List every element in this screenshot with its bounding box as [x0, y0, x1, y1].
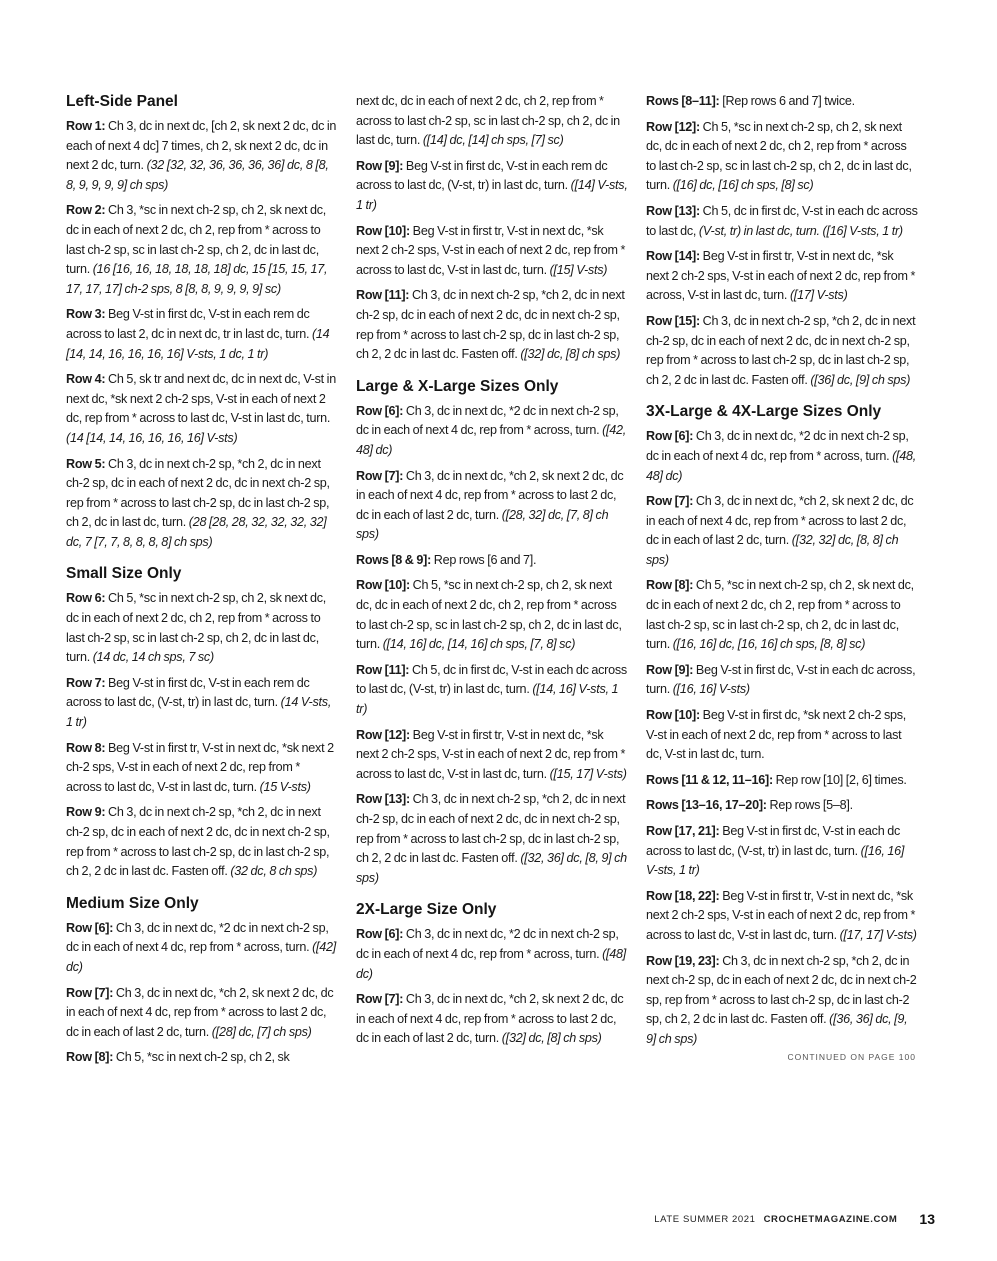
pattern-row: Row [15]: Ch 3, dc in next ch-2 sp, *ch 2, dc in next ch-2 sp, dc in each of next 2 dc, dc in next ch-2 sp, rep from * across to last ch-2 sp, dc in last ch-2 sp, ch 2, 2 dc in last dc. Fasten off. ([36] dc, [9] ch sps) [646, 313, 916, 387]
page-footer [654, 1211, 935, 1227]
pattern-row: Rows [11 & 12, 11–16]: Rep row [10] [2, 6] times. [646, 772, 907, 787]
pattern-row: Row 4: Ch 5, sk tr and next dc, dc in next dc, V-st in next dc, *sk next 2 ch-2 sps, V-st in each of next 2 dc, rep from * across to last dc, V-st in last dc, turn. (14 [14, 14, 16, 16, 16, 16] V-sts) [66, 372, 336, 445]
pattern-row: Row [13]: Ch 5, dc in first dc, V-st in each dc across to last dc, (V-st, tr) in last dc, turn. ([16] V-sts, 1 tr) [646, 203, 918, 238]
pattern-row: Row [9]: Beg V-st in first dc, V-st in each dc across, turn. ([16, 16] V-sts) [646, 662, 916, 697]
pattern-row: Row [13]: Ch 3, dc in next ch-2 sp, *ch 2, dc in next ch-2 sp, dc in each of next 2 dc, dc in next ch-2 sp, rep from * across to last ch-2 sp, dc in last ch-2 sp, ch 2, 2 dc in last dc. Fasten off. ([32, 36] dc, [8, 9] ch sps) [356, 792, 627, 885]
pattern-row: Row [6]: Ch 3, dc in next dc, *2 dc in next ch-2 sp, dc in each of next 4 dc, rep from * across, turn. ([42] dc) [66, 920, 337, 974]
pattern-row: Row [6]: Ch 3, dc in next dc, *2 dc in next ch-2 sp, dc in each of next 4 dc, rep from * across, turn. ([42, 48] dc) [356, 403, 627, 457]
pattern-row: Row [6]: Ch 3, dc in next dc, *2 dc in next ch-2 sp, dc in each of next 4 dc, rep from * across, turn. ([48] dc) [356, 927, 627, 981]
section-heading-medium-size: Medium Size Only [66, 894, 199, 912]
pattern-row: Rows [8 & 9]: Rep rows [6 and 7]. [356, 552, 537, 567]
pattern-row: Row [11]: Ch 5, dc in first dc, V-st in each dc across to last dc, (V-st, tr) in last dc, turn. ([14, 16] V-sts, 1 tr) [356, 662, 627, 717]
pattern-row: Row 5: Ch 3, dc in next ch-2 sp, *ch 2, dc in next ch-2 sp, dc in each of next 2 dc, dc in next ch-2 sp, rep from * across to last ch-2 sp, dc in last ch-2 sp, ch 2, dc in last dc, turn. (28 [28, 28, 32, 32, 32, 32] dc, 7 [7, 7, 8, 8, 8, 8] ch sps) [66, 456, 330, 549]
column-2 [356, 92, 628, 1055]
continued-note: CONTINUED ON PAGE 100 [787, 1051, 916, 1062]
pattern-row: Row [8]: Ch 5, *sc in next ch-2 sp, ch 2, sk next dc, dc in each of next 2 dc, ch 2, rep from * across to last ch-2 sp, sc in last ch-2 sp, ch 2, dc in last dc, turn. ([16, 16] dc, [16, 16] ch sps, [8, 8] sc) [646, 578, 914, 652]
pattern-row: Row [18, 22]: Beg V-st in first tr, V-st in next dc, *sk next 2 ch-2 sps, V-st in each of next 2 dc, rep from * across to last dc, V-st in last dc, turn. ([17, 17] V-sts) [646, 888, 917, 942]
section-heading-2xlarge: 2X-Large Size Only [356, 901, 497, 919]
pattern-row: Row [7]: Ch 3, dc in next dc, *ch 2, sk next 2 dc, dc in each of next 4 dc, rep from * across to last 2 dc, dc in each of last 2 dc, turn. ([28] dc, [7] ch sps) [66, 985, 334, 1039]
pattern-row: Row [6]: Ch 3, dc in next dc, *2 dc in next ch-2 sp, dc in each of next 4 dc, rep from * across, turn. ([48, 48] dc) [646, 429, 917, 483]
pattern-row: Row 6: Ch 5, *sc in next ch-2 sp, ch 2, sk next dc, dc in each of next 2 dc, ch 2, rep from * across to last ch-2 sp, sc in last ch-2 sp, ch 2, dc in last dc, turn. (14 dc, 14 ch sps, 7 sc) [66, 591, 327, 665]
page-number: 13 [919, 1211, 935, 1227]
pattern-row: Row [14]: Beg V-st in first tr, V-st in next dc, *sk next 2 ch-2 sps, V-st in each of next 2 dc, rep from * across, V-st in last dc, turn. ([17] V-sts) [646, 249, 916, 303]
pattern-row: Row [7]: Ch 3, dc in next dc, *ch 2, sk next 2 dc, dc in each of next 4 dc, rep from * across to last 2 dc, dc in each of last 2 dc, turn. ([32] dc, [8] ch sps) [356, 992, 624, 1046]
pattern-row: Row [9]: Beg V-st in first dc, V-st in each rem dc across to last dc, (V-st, tr) in last dc, turn. ([14] V-sts, 1 tr) [356, 158, 628, 212]
pattern-row: Row [12]: Beg V-st in first tr, V-st in next dc, *sk next 2 ch-2 sps, V-st in each of next 2 dc, rep from * across to last dc, V-st in last dc, turn. ([15, 17] V-sts) [356, 727, 627, 781]
issue-label: LATE SUMMER 2021 [654, 1213, 756, 1225]
pattern-row: Row [8]: Ch 5, *sc in next ch-2 sp, ch 2, sk [66, 1050, 290, 1065]
section-heading-left-side-panel: Left-Side Panel [66, 93, 178, 110]
pattern-row: Row 2: Ch 3, *sc in next ch-2 sp, ch 2, sk next dc, dc in each of next 2 dc, ch 2, rep from * across to last ch-2 sp, sc in last ch-2 sp, ch 2, dc in last dc, turn. (16 [16, 16, 18, 18, 18, 18] dc, 15 [15, 15, 17, 17, 17, 17] ch-2 sps, 8 [8, 8, 9, 9, 9, 9] sc) [66, 203, 328, 296]
pattern-row: Row [10]: Ch 5, *sc in next ch-2 sp, ch 2, sk next dc, dc in each of next 2 dc, ch 2, rep from * across to last ch-2 sp, sc in last ch-2 sp, ch 2, dc in last dc, turn. ([14, 16] dc, [14, 16] ch sps, [7, 8] sc) [356, 578, 622, 652]
section-heading-small-size: Small Size Only [66, 565, 182, 583]
pattern-row: Row 7: Beg V-st in first dc, V-st in each rem dc across to last dc, (V-st, tr) in last dc, turn. (14 V-sts, 1 tr) [66, 675, 332, 730]
column-1 [66, 92, 338, 1074]
pattern-row: Row [7]: Ch 3, dc in next dc, *ch 2, sk next 2 dc, dc in each of next 4 dc, rep from * across to last 2 dc, dc in each of last 2 dc, turn. ([32, 32] dc, [8, 8] ch sps) [646, 494, 914, 567]
pattern-row: Row [19, 23]: Ch 3, dc in next ch-2 sp, *ch 2, dc in next ch-2 sp, dc in each of next 2 dc, dc in next ch-2 sp, rep from * across to last ch-2 sp, dc in last ch-2 sp, ch 2, 2 dc in last dc. Fasten off. ([36, 36] dc, [9, 9] ch sps) [646, 953, 917, 1046]
pattern-row: Row [12]: Ch 5, *sc in next ch-2 sp, ch 2, sk next dc, dc in each of next 2 dc, ch 2, rep from * across to last ch-2 sp, sc in last ch-2 sp, ch 2, dc in last dc, turn. ([16] dc, [16] ch sps, [8] sc) [646, 119, 912, 193]
pattern-row: Rows [8–11]: [Rep rows 6 and 7] twice. [646, 94, 855, 108]
pattern-row: Row [11]: Ch 3, dc in next ch-2 sp, *ch 2, dc in next ch-2 sp, dc in each of next 2 dc, dc in next ch-2 sp, rep from * across to last ch-2 sp, dc in last ch-2 sp, ch 2, 2 dc in last dc. Fasten off. ([32] dc, [8] ch sps) [356, 288, 625, 362]
section-heading-3xlarge-4xlarge: 3X-Large & 4X-Large Sizes Only [646, 403, 882, 421]
pattern-row: Row 8: Beg V-st in first tr, V-st in next dc, *sk next 2 ch-2 sps, V-st in each of next 2 dc, rep from * across to last dc, V-st in last dc, turn. (15 V-sts) [66, 740, 334, 794]
pattern-row: Rows [13–16, 17–20]: Rep rows [5–8]. [646, 798, 853, 813]
pattern-row-continued: next dc, dc in each of next 2 dc, ch 2, rep from * across to last ch-2 sp, sc in last ch-2 sp, ch 2, dc in last dc, turn. ([14] dc, [14] ch sps, [7] sc) [356, 94, 620, 148]
pattern-row: Row [7]: Ch 3, dc in next dc, *ch 2, sk next 2 dc, dc in each of next 4 dc, rep from * across to last 2 dc, dc in each of last 2 dc, turn. ([28, 32] dc, [7, 8] ch sps) [356, 468, 624, 542]
pattern-row: Row [10]: Beg V-st in first tr, V-st in next dc, *sk next 2 ch-2 sps, V-st in each of next 2 dc, rep from * across to last dc, V-st in last dc, turn. ([15] V-sts) [356, 223, 626, 277]
pattern-row: Row 1: Ch 3, dc in next dc, [ch 2, sk next 2 dc, dc in each of next 4 dc] 7 times, ch 2, sk next 2 dc, dc in next 2 dc, turn. (32 [32, 32, 36, 36, 36, 36] dc, 8 [8, 8, 9, 9, 9, 9] ch sps) [66, 119, 337, 192]
column-3 [646, 92, 918, 1062]
site-label: CROCHETMAGAZINE.COM [763, 1213, 898, 1225]
pattern-row: Row 9: Ch 3, dc in next ch-2 sp, *ch 2, dc in next ch-2 sp, dc in each of next 2 dc, dc in next ch-2 sp, rep from * across to last ch-2 sp, dc in last ch-2 sp, ch 2, 2 dc in last dc. Fasten off. (32 dc, 8 ch sps) [66, 805, 330, 879]
section-heading-large-xlarge: Large & X-Large Sizes Only [356, 377, 559, 395]
pattern-row: Row 3: Beg V-st in first dc, V-st in each rem dc across to last 2, dc in next dc, tr in last dc, turn. (14 [14, 14, 16, 16, 16, 16] V-sts, 1 dc, 1 tr) [66, 307, 330, 361]
pattern-row: Row [10]: Beg V-st in first dc, *sk next 2 ch-2 sps, V-st in each of next 2 dc, rep from * across to last dc, V-st in last dc, turn. [646, 708, 907, 762]
pattern-row: Row [17, 21]: Beg V-st in first dc, V-st in each dc across to last dc, (V-st, tr) in last dc, turn. ([16, 16] V-sts, 1 tr) [646, 824, 905, 878]
